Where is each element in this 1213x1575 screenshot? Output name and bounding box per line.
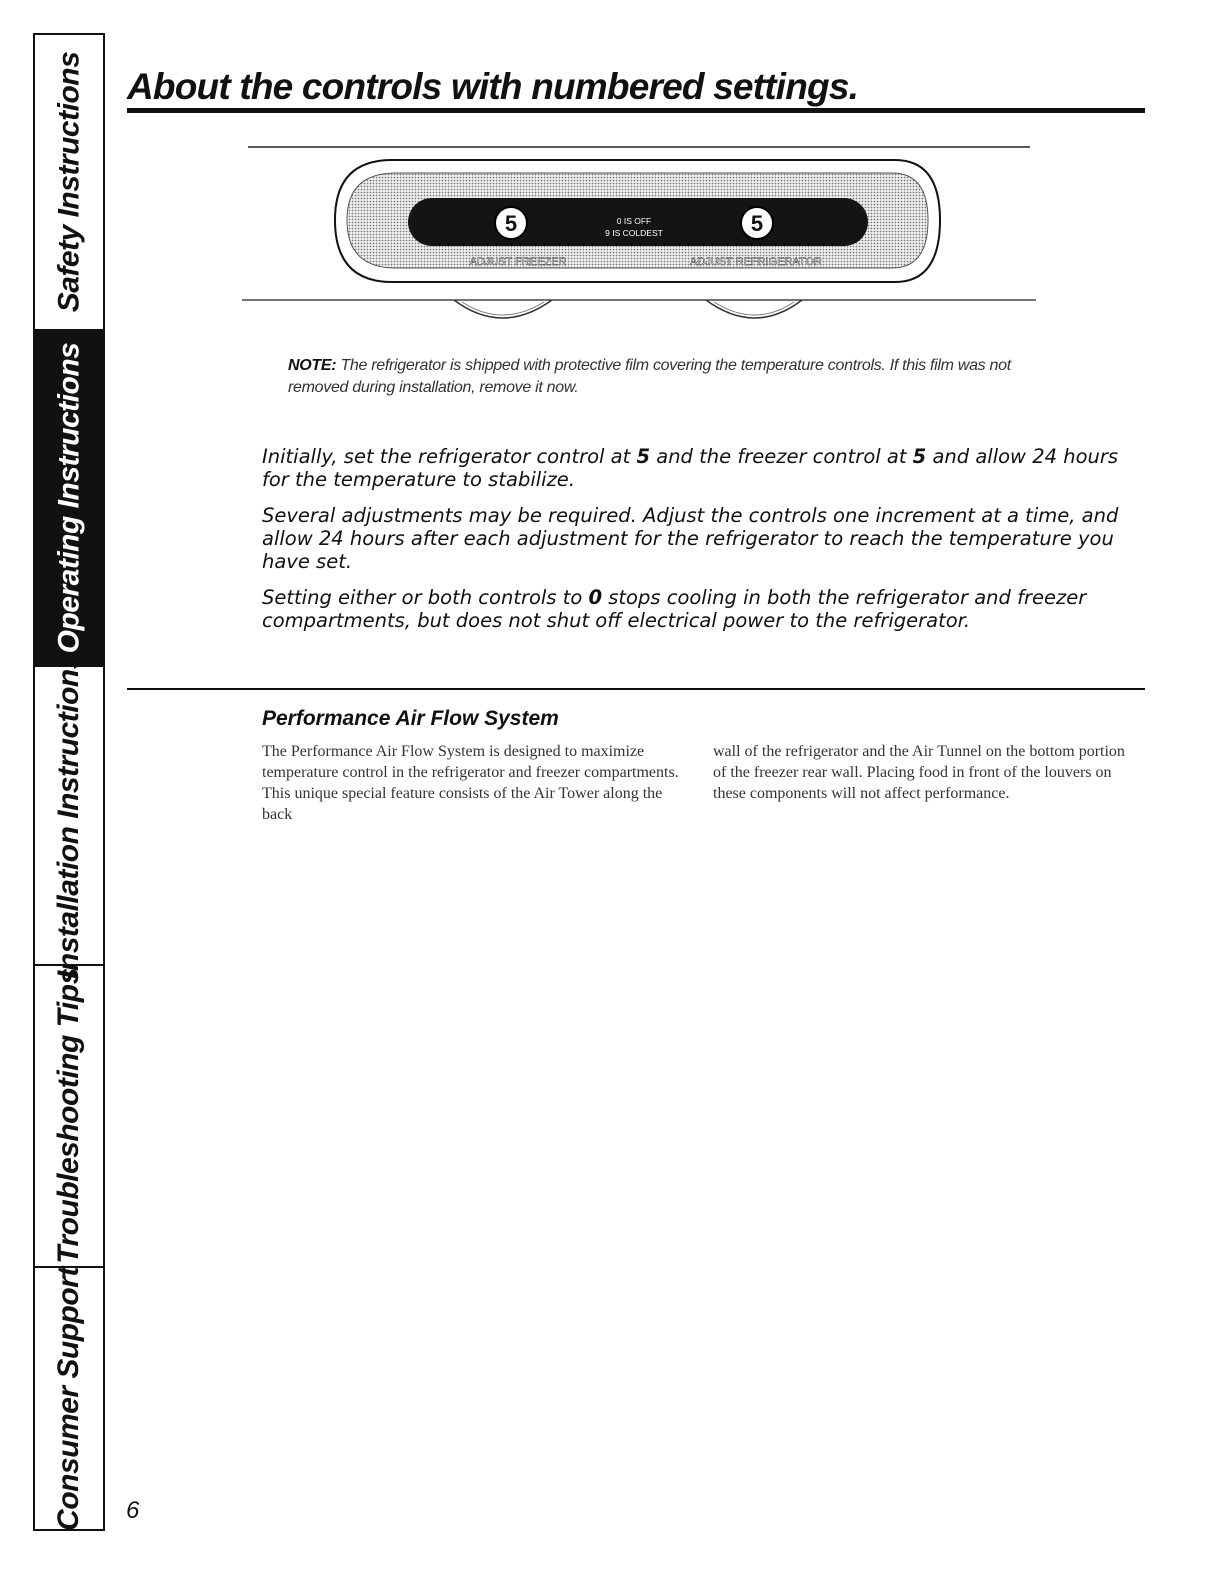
instruction-adjustments: Several adjustments may be required. Adjust the controls one increment at a time, and allow 24 hours after each adjustment for the refrigerator to reach the temperature you have set. (262, 504, 1119, 573)
tab-label: Installation Instructions (52, 652, 85, 979)
freezer-setting-dial (495, 207, 527, 239)
instruction-initial-settings: Initially, set the refrigerator control at 5 and the freezer control at 5 and allow 24 hours for the temperature to stabilize. (262, 445, 1119, 491)
note (288, 355, 1048, 399)
tab-label: Operating Instructions (52, 342, 86, 654)
control-panel-illustration (240, 140, 1040, 340)
tab-label: Troubleshooting Tips (52, 968, 85, 1264)
tab-troubleshooting-tips[interactable] (35, 966, 103, 1268)
tab-safety-instructions[interactable] (35, 35, 103, 331)
page-number: 6 (126, 1497, 140, 1524)
legend-off: 0 IS OFF (616, 216, 652, 226)
note-lead: NOTE: (288, 357, 337, 374)
tab-label: Safety Instructions (52, 51, 85, 313)
refrigerator-knob-inner (714, 302, 794, 315)
airflow-column-left (262, 741, 682, 825)
side-navigation (33, 33, 105, 1531)
note-text: The refrigerator is shipped with protective film covering the temperature controls. If this film was not removed during installation, remove it now. (288, 357, 1011, 396)
page-title: About the controls with numbered settings. (127, 66, 859, 107)
airflow-text-left: The Performance Air Flow System is designed to maximize temperature control in the refrigerator and freezer compartments. This unique special feature consists of the Air Tower along the back (262, 743, 679, 823)
legend-coldest: 9 IS COLDEST (605, 228, 663, 238)
instruction-zero-setting: Setting either or both controls to 0 stops cooling in both the refrigerator and freezer compartments, but does not shut off electrical power to the refrigerator. (262, 586, 1087, 632)
freezer-setting-value: 5 (504, 211, 518, 236)
tab-label: Consumer Support (52, 1266, 86, 1531)
title-rule (127, 108, 1145, 113)
tab-consumer-support[interactable] (35, 1268, 103, 1529)
adjust-refrigerator-label: ADJUST REFRIGERATOR (689, 256, 823, 268)
instructions (262, 445, 1122, 645)
section-heading: Performance Air Flow System (262, 707, 559, 730)
freezer-knob-inner (462, 302, 544, 315)
adjust-freezer-label: ADJUST FREEZER (469, 256, 567, 268)
tab-installation-instructions[interactable] (35, 652, 103, 979)
airflow-text-right: wall of the refrigerator and the Air Tunnel on the bottom portion of the freezer rear wall. Placing food in front of the louvers on these components will not affect performance. (713, 743, 1125, 802)
tab-operating-instructions[interactable] (35, 331, 103, 667)
refrigerator-setting-value: 5 (750, 211, 764, 236)
airflow-column-right (713, 741, 1133, 804)
refrigerator-setting-dial (741, 207, 773, 239)
section-rule (127, 688, 1145, 690)
